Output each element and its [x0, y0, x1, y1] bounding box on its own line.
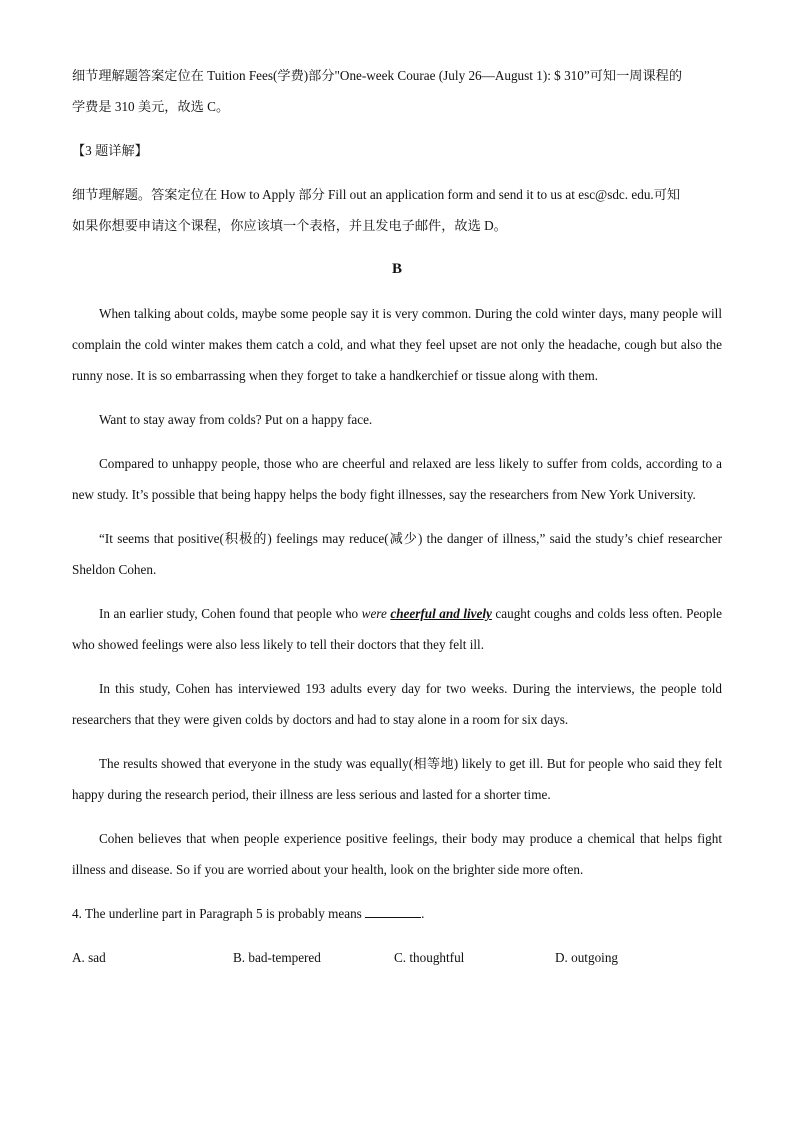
passage-paragraph-1: When talking about colds, maybe some people say it is very common. During the cold winter days, many people will complain the cold winter makes them catch a cold, and what they feel upset are not only the headache, cough but also the runny nose. It is so embarrassing when they forget to take a handkerchief or tissue along with them. [72, 306, 722, 383]
paragraph-text: caught coughs and colds less often. People who showed feelings were also less likely to tell their doctors that they felt ill. [72, 606, 722, 652]
italic-word: were [361, 606, 387, 621]
underlined-phrase: cheerful and lively [390, 606, 492, 621]
answer-explanation-3 [72, 179, 722, 241]
question-3-label: 【3 题详解】 [72, 143, 148, 158]
explanation-line: 细节理解题。答案定位在 How to Apply 部分 Fill out an application form and send it to us at esc@sdc. edu.可知 [72, 187, 681, 202]
option-b: B. bad-tempered [233, 950, 321, 965]
passage-paragraph-6: In this study, Cohen has interviewed 193 adults every day for two weeks. During the interviews, the people told researchers that they were given colds by doctors and had to stay alone in a room for six days. [72, 681, 722, 727]
question-4-stem [72, 898, 722, 929]
passage-paragraph-2: Want to stay away from colds? Put on a happy face. [99, 412, 373, 427]
passage-paragraph-8: Cohen believes that when people experience positive feelings, their body may produce a chemical that helps fight illness and disease. So if you are worried about your health, look on the brighter side more often. [72, 831, 722, 877]
question-4-options [72, 942, 722, 973]
passage-paragraph-4: “It seems that positive(积极的) feelings may reduce(减少) the danger of illness,” said the study’s chief researcher Sheldon Cohen. [72, 531, 722, 577]
passage-paragraph-3: Compared to unhappy people, those who are cheerful and relaxed are less likely to suffer from colds, according to a new study. It’s possible that being happy helps the body fight illnesses, say the researchers from New York University. [72, 456, 722, 502]
explanation-line: 如果你想要申请这个课程，你应该填一个表格，并且发电子邮件，故选 D。 [72, 218, 507, 233]
question-text: 4. The underline part in Paragraph 5 is probably means [72, 906, 366, 921]
answer-blank [365, 905, 421, 918]
passage-paragraph-5 [72, 598, 722, 660]
passage-paragraph-7: The results showed that everyone in the study was equally(相等地) likely to get ill. But for people who said they felt happy during the research period, their illness are less serious and lasted for a shorter time. [72, 756, 722, 802]
paragraph-text: In an earlier study, Cohen found that people who [99, 606, 362, 621]
document-page [72, 60, 722, 973]
section-title: B [391, 261, 402, 277]
answer-explanation-2 [72, 60, 722, 122]
option-d: D. outgoing [555, 950, 619, 965]
option-a: A. sad [72, 950, 106, 965]
explanation-line: 细节理解题答案定位在 Tuition Fees(学费)部分"One-week Courae (July 26—August 1): $ 310”可知一周课程的 [72, 68, 683, 83]
question-period: . [421, 906, 425, 921]
explanation-line: 学费是 310 美元，故选 C。 [72, 99, 230, 114]
option-c: C. thoughtful [394, 950, 465, 965]
